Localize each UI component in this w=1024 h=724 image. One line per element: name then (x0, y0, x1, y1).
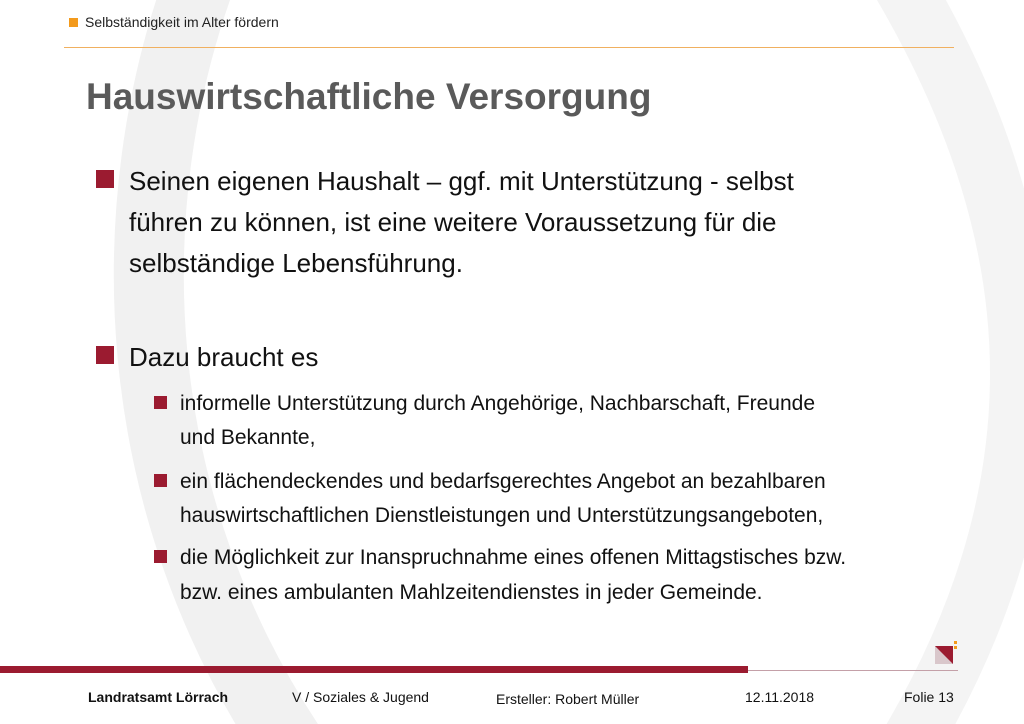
sub-bullet-line: hauswirtschaftlichen Dienstleistungen und Unterstützungsangeboten, (180, 504, 824, 527)
footer-slide-number: Folie 13 (904, 689, 954, 705)
footer-department: V / Soziales & Jugend (292, 689, 429, 705)
header-label: Selbständigkeit im Alter fördern (85, 14, 279, 30)
footer-bar (0, 666, 748, 673)
header-divider (64, 47, 954, 48)
sub-bullet-line: bzw. eines ambulanten Mahlzeitendienstes in jeder Gemeinde. (180, 581, 763, 604)
landratsamt-logo-icon (933, 640, 959, 666)
bullet-line: Dazu braucht es (129, 342, 319, 372)
footer-organization: Landratsamt Lörrach (88, 689, 229, 705)
sub-bullet-square-icon (154, 550, 167, 563)
sub-bullet-square-icon (154, 474, 167, 487)
footer-date: 12.11.2018 (745, 689, 815, 705)
bullet-line: Seinen eigenen Haushalt – ggf. mit Unterstützung - selbst (129, 166, 794, 196)
slide-title: Hauswirtschaftliche Versorgung (86, 76, 652, 117)
header-bullet-icon (69, 18, 78, 27)
sub-bullet-square-icon (154, 396, 167, 409)
bullet-square-icon (96, 346, 114, 364)
bullet-square-icon (96, 170, 114, 188)
sub-bullet-line: die Möglichkeit zur Inanspruchnahme eines offenen Mittagstisches bzw. (180, 546, 847, 569)
bullet-line: führen zu können, ist eine weitere Voraussetzung für die (129, 207, 777, 237)
sub-bullet-line: ein flächendeckendes und bedarfsgerechtes Angebot an bezahlbaren (180, 470, 826, 493)
footer-divider (748, 670, 958, 671)
sub-bullet-line: informelle Unterstützung durch Angehörige, Nachbarschaft, Freunde (180, 392, 816, 415)
bullet-line: selbständige Lebensführung. (129, 248, 463, 278)
sub-bullet-line: und Bekannte, (180, 426, 316, 449)
header (69, 14, 279, 30)
footer-author: Ersteller: Robert Müller (496, 691, 640, 707)
